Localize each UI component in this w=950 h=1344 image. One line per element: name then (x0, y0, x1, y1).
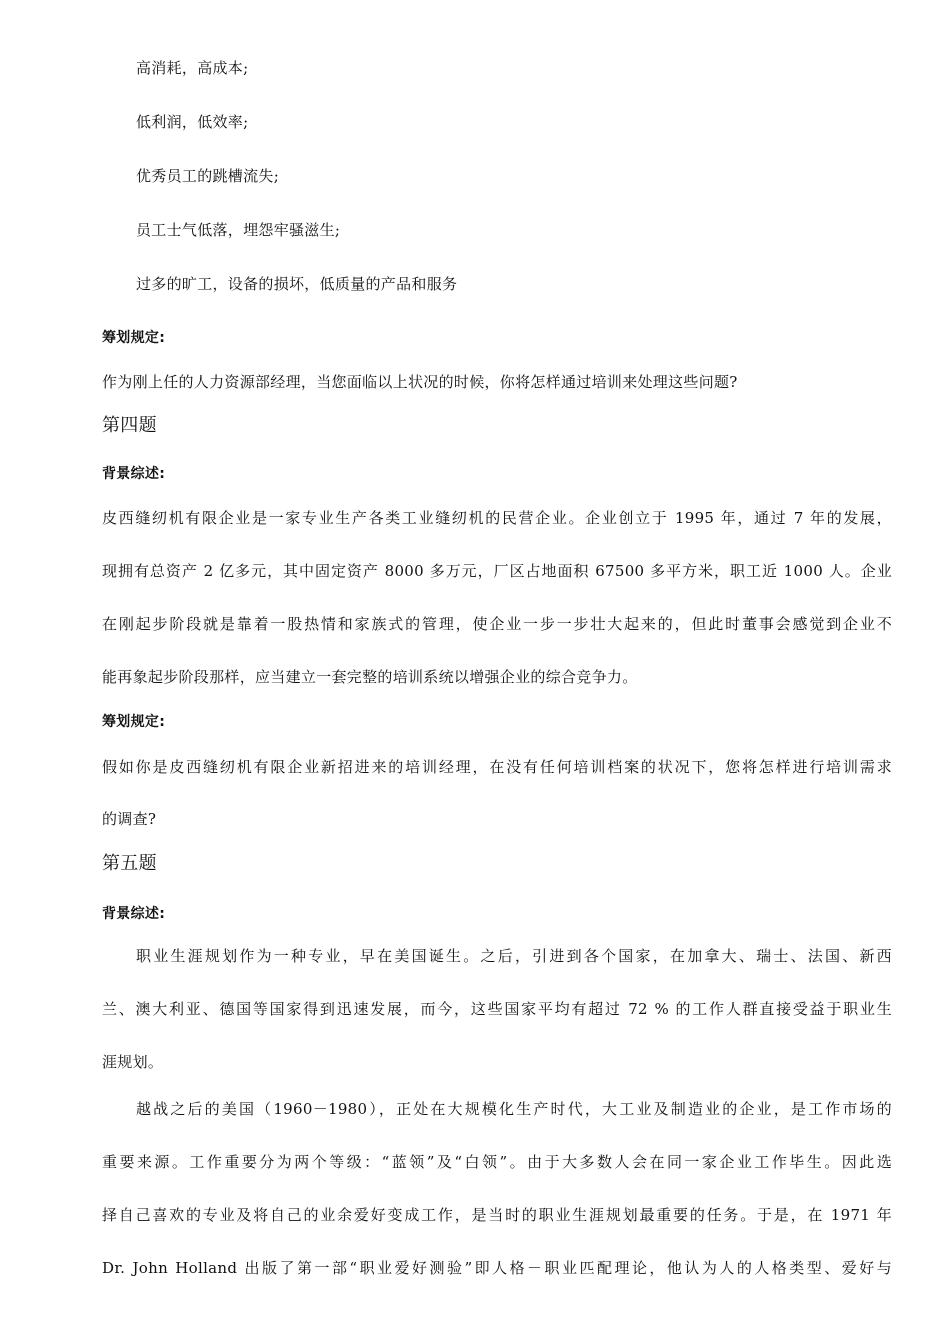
paragraph-line: 作为刚上任的人力资源部经理，当您面临以上状况的时候，你将怎样通过培训来处理这些问题? (102, 373, 738, 391)
list-item: 高消耗，高成本; (136, 59, 249, 77)
paragraph-line: 的调查? (102, 810, 157, 828)
paragraph-line: 皮西缝纫机有限企业是一家专业生产各类工业缝纫机的民营企业。企业创立于 1995 年，通过 7 年的发展， (102, 509, 892, 527)
paragraph-line: 涯规划。 (102, 1053, 164, 1071)
paragraph-line: 重要来源。工作重要分为两个等级：“蓝领”及“白领”。由于大多数人会在同一家企业工作毕生。因此选 (102, 1153, 892, 1171)
list-item: 优秀员工的跳槽流失; (136, 167, 280, 185)
paragraph-line: 职业生涯规划作为一种专业，早在美国诞生。之后，引进到各个国家，在加拿大、瑞士、法国、新西 (136, 947, 892, 965)
subheading-background: 背景综述: (102, 906, 166, 922)
subheading-requirements: 筹划规定: (102, 714, 166, 730)
section-heading: 第五题 (102, 853, 157, 874)
paragraph-line: 在刚起步阶段就是靠着一股热情和家族式的管理，使企业一步一步壮大起来的，但此时董事会感觉到企业不 (102, 615, 892, 633)
paragraph-line: 假如你是皮西缝纫机有限企业新招进来的培训经理，在没有任何培训档案的状况下，您将怎样进行培训需求 (102, 758, 892, 776)
paragraph-line: 现拥有总资产 2 亿多元，其中固定资产 8000 多万元，厂区占地面积 67500 多平方米，职工近 1000 人。企业 (102, 562, 892, 580)
paragraph-line: 兰、澳大利亚、德国等国家得到迅速发展，而今，这些国家平均有超过 72 % 的工作人群直接受益于职业生 (102, 1000, 892, 1018)
list-item: 低利润，低效率; (136, 113, 249, 131)
subheading-requirements: 筹划规定: (102, 330, 166, 346)
list-item: 员工士气低落，埋怨牢骚滋生; (136, 221, 341, 239)
paragraph-line: 择自己喜欢的专业及将自己的业余爱好变成工作，是当时的职业生涯规划最重要的任务。于是，在 1971 年 (102, 1206, 892, 1224)
section-heading: 第四题 (102, 415, 157, 436)
paragraph-line: 能再象起步阶段那样，应当建立一套完整的培训系统以增强企业的综合竞争力。 (102, 668, 638, 686)
paragraph-line: Dr. John Holland 出版了第一部“职业爱好测验”即人格－职业匹配理论，他认为人的人格类型、爱好与 (102, 1259, 892, 1277)
subheading-background: 背景综述: (102, 466, 166, 482)
list-item: 过多的旷工，设备的损坏，低质量的产品和服务 (136, 275, 458, 293)
paragraph-line: 越战之后的美国（1960－1980），正处在大规模化生产时代，大工业及制造业的企业，是工作市场的 (136, 1100, 892, 1118)
